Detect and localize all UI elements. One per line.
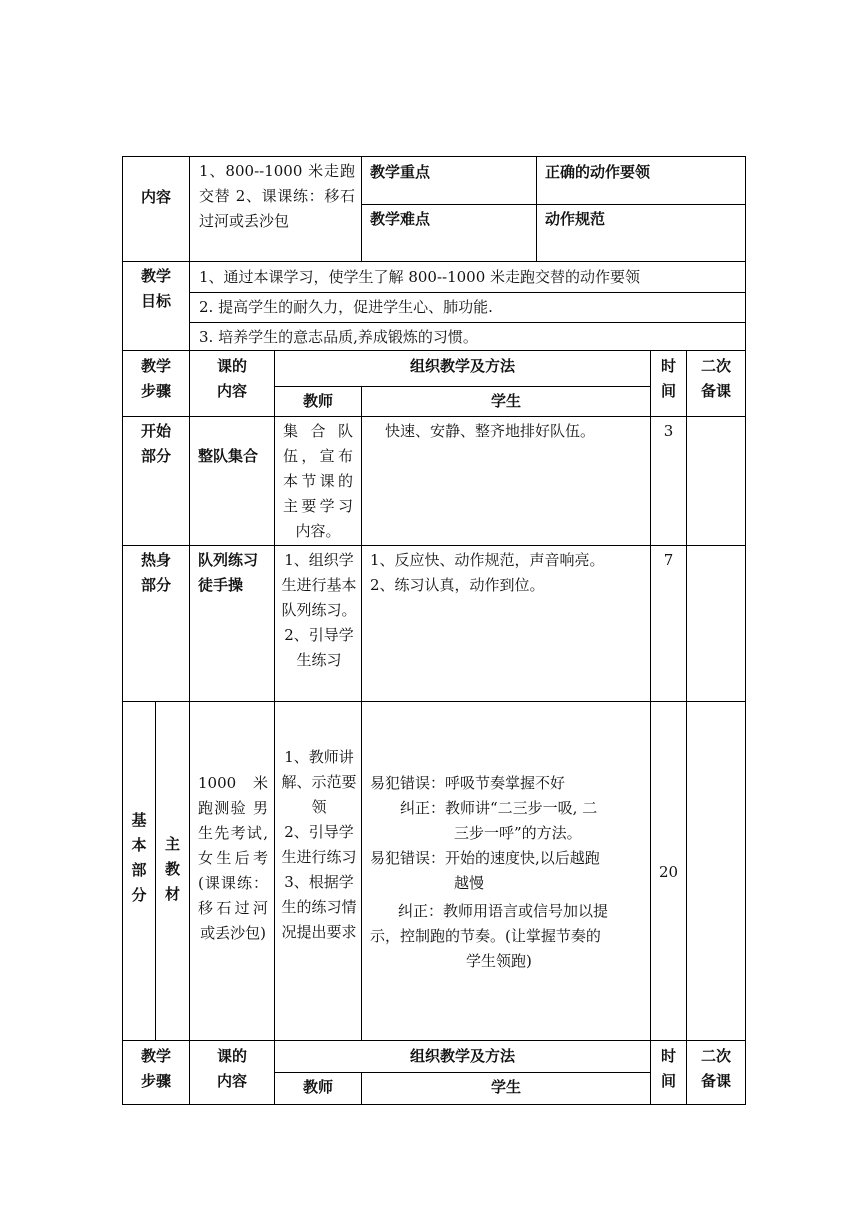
row-start-teacher: 集合队伍，宣布本节课的主要学习内容。 xyxy=(283,422,353,540)
row-main-student-line-5: 越慢 xyxy=(454,874,485,892)
objective-item-2: 2. 提高学生的耐久力，促进学生心、肺功能. xyxy=(199,298,493,316)
row-start-student: 快速、安静、整齐地排好队伍。 xyxy=(385,422,596,440)
row-main-student-line-2: 纠正：教师讲“二三步一吸, 二 xyxy=(400,799,598,817)
key-point-label: 教学重点 xyxy=(370,163,431,181)
row-main-substep: 主 教 材 xyxy=(164,835,180,903)
row-start-content: 整队集合 xyxy=(198,447,259,465)
header-time: 时 间 xyxy=(660,357,676,400)
row-main-student-line-1: 易犯错误：呼吸节奏掌握不好 xyxy=(370,774,566,792)
header-content: 课的 内容 xyxy=(216,357,247,400)
footer-header-prep: 二次 备课 xyxy=(700,1047,731,1090)
footer-header-teacher: 教师 xyxy=(302,1078,333,1096)
header-method: 组织教学及方法 xyxy=(409,357,515,375)
row-main-student-line-8: 学生领跑) xyxy=(466,952,532,970)
row-warmup-step: 热身 部分 xyxy=(140,551,171,594)
objective-item-1: 1、通过本课学习，使学生了解 800--1000 米走跑交替的动作要领 xyxy=(199,268,641,286)
row-main-teacher: 1、教师讲解、示范要领 2、引导学生进行练习 3、根据学生的练习情况提出要求 xyxy=(281,748,357,941)
header-student: 学生 xyxy=(490,392,521,410)
footer-header-content: 课的 内容 xyxy=(216,1047,247,1090)
header-prep: 二次 备课 xyxy=(700,357,731,400)
difficulty-value: 动作规范 xyxy=(545,210,606,228)
row-main-student-line-3: 三步一呼”的方法。 xyxy=(454,824,582,842)
row-warmup-teacher: 1、组织学生进行基本队列练习。 2、引导学生练习 xyxy=(281,551,357,669)
header-teacher: 教师 xyxy=(302,392,333,410)
row-warmup-content: 队列练习 徒手操 xyxy=(198,551,259,594)
content-label: 内容 xyxy=(140,188,171,206)
row-start-time: 3 xyxy=(663,422,674,440)
footer-header-method: 组织教学及方法 xyxy=(409,1047,515,1065)
row-start-step: 开始 部分 xyxy=(140,422,171,465)
header-steps: 教学 步骤 xyxy=(140,357,171,400)
row-warmup-time: 7 xyxy=(663,551,674,569)
row-main-time: 20 xyxy=(658,863,679,881)
footer-header-time: 时 间 xyxy=(660,1047,676,1090)
footer-header-steps: 教学 步骤 xyxy=(140,1047,171,1090)
row-main-student-line-6: 纠正：教师用语言或信号加以提 xyxy=(398,902,609,920)
objective-item-3: 3. 培养学生的意志品质,养成锻炼的习惯。 xyxy=(199,328,478,346)
objectives-label: 教学 目标 xyxy=(140,267,171,310)
row-main-content: 1000 米跑测验 男生先考试,女生后考(课课练：移石过河或丢沙包) xyxy=(198,774,268,942)
content-text: 1、800--1000 米走跑交替 2、课课练：移石过河或丢沙包 xyxy=(199,162,355,230)
row-main-step: 基 本 部 分 xyxy=(131,811,147,904)
footer-header-student: 学生 xyxy=(490,1078,521,1096)
row-main-student-line-4: 易犯错误：开始的速度快,以后越跑 xyxy=(370,849,600,867)
row-main-student-line-7: 示，控制跑的节奏。(让掌握节奏的 xyxy=(370,927,601,945)
row-warmup-student: 1、反应快、动作规范，声音响亮。 2、练习认真，动作到位。 xyxy=(370,551,605,594)
difficulty-label: 教学难点 xyxy=(370,210,431,228)
key-point-value: 正确的动作要领 xyxy=(545,163,651,181)
